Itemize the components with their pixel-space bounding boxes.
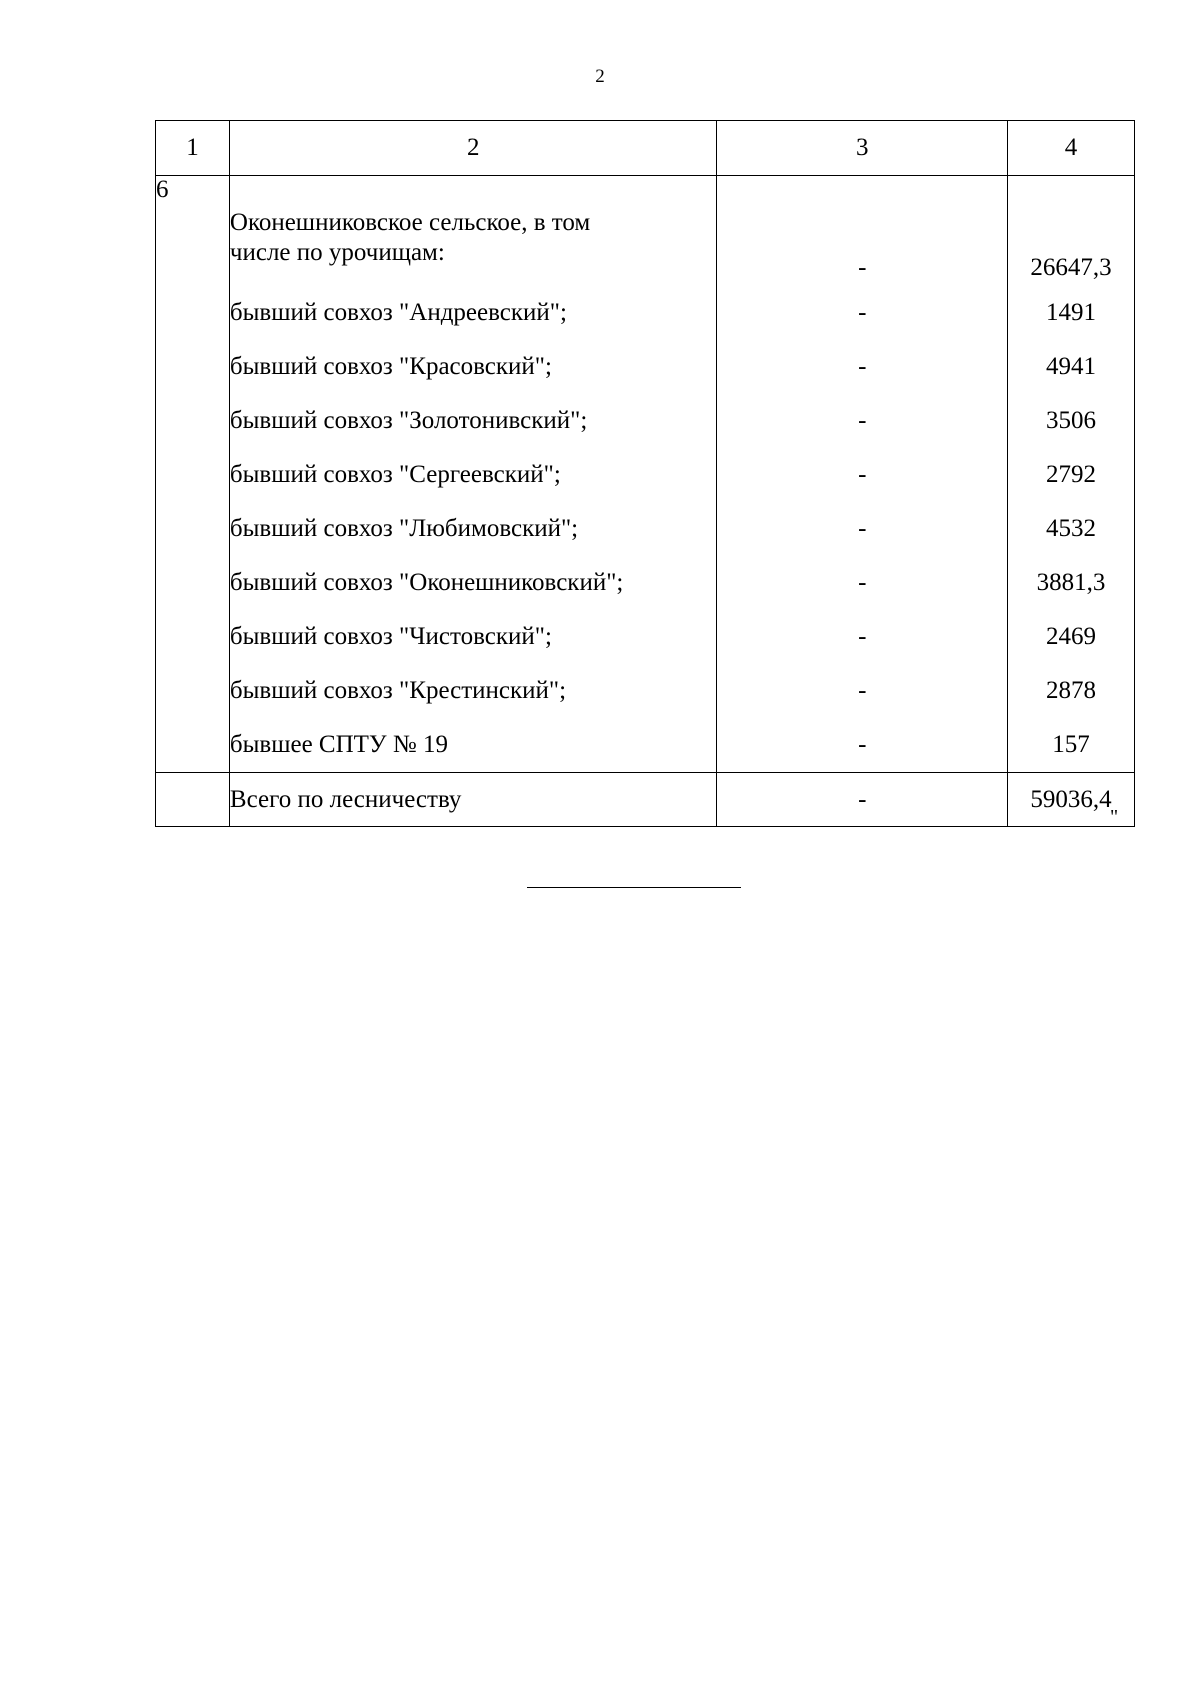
header-col-1: 1 [156,121,230,176]
item-name: бывший совхоз "Крестинский"; [229,664,717,718]
table-row [156,664,1135,718]
table-row [156,610,1135,664]
section-title [229,176,717,287]
item-value: 157 [1008,718,1135,773]
item-value: 2792 [1008,448,1135,502]
table-header-row [156,121,1135,176]
item-name: бывший совхоз "Андреевский"; [229,286,717,340]
section-title-line-1: Оконешниковское сельское, в том [229,209,591,236]
section-value: 26647,3 [1008,176,1135,287]
header-col-3: 3 [717,121,1008,176]
item-col3: - [717,286,1008,340]
item-value: 2469 [1008,610,1135,664]
item-col3: - [717,502,1008,556]
item-col3: - [717,340,1008,394]
item-value: 3881,3 [1008,556,1135,610]
item-name: бывший совхоз "Оконешниковский"; [229,556,717,610]
item-name: бывший совхоз "Красовский"; [229,340,717,394]
page-number: 2 [595,66,605,87]
total-label: Всего по лесничеству [229,773,717,827]
total-row [156,773,1135,827]
item-value: 2878 [1008,664,1135,718]
table-row [156,502,1135,556]
item-name: бывший совхоз "Любимовский"; [229,502,717,556]
section-col3: - [717,176,1008,287]
section-title-line-2: числе по урочищам: [229,239,445,266]
table-row [156,718,1135,773]
item-name: бывший совхоз "Чистовский"; [229,610,717,664]
header-col-4: 4 [1008,121,1135,176]
item-col3: - [717,556,1008,610]
table-row [156,286,1135,340]
separator-line [527,887,741,888]
item-value: 4532 [1008,502,1135,556]
item-value: 4941 [1008,340,1135,394]
item-value: 3506 [1008,394,1135,448]
closing-quote: " [1110,806,1119,828]
item-name: бывший совхоз "Золотонивский"; [229,394,717,448]
item-col3: - [717,664,1008,718]
item-name: бывшее СПТУ № 19 [229,718,717,773]
item-value: 1491 [1008,286,1135,340]
item-col3: - [717,448,1008,502]
forestry-table [155,120,1135,827]
table-row [156,394,1135,448]
total-number-cell [156,773,230,827]
item-col3: - [717,718,1008,773]
total-value: 59036,4 [1008,773,1135,827]
item-col3: - [717,610,1008,664]
total-col3: - [717,773,1008,827]
item-col3: - [717,394,1008,448]
header-col-2: 2 [229,121,717,176]
section-row [156,176,1135,287]
table-row [156,556,1135,610]
table-row [156,340,1135,394]
table-row [156,448,1135,502]
item-name: бывший совхоз "Сергеевский"; [229,448,717,502]
section-number: 6 [156,176,230,773]
